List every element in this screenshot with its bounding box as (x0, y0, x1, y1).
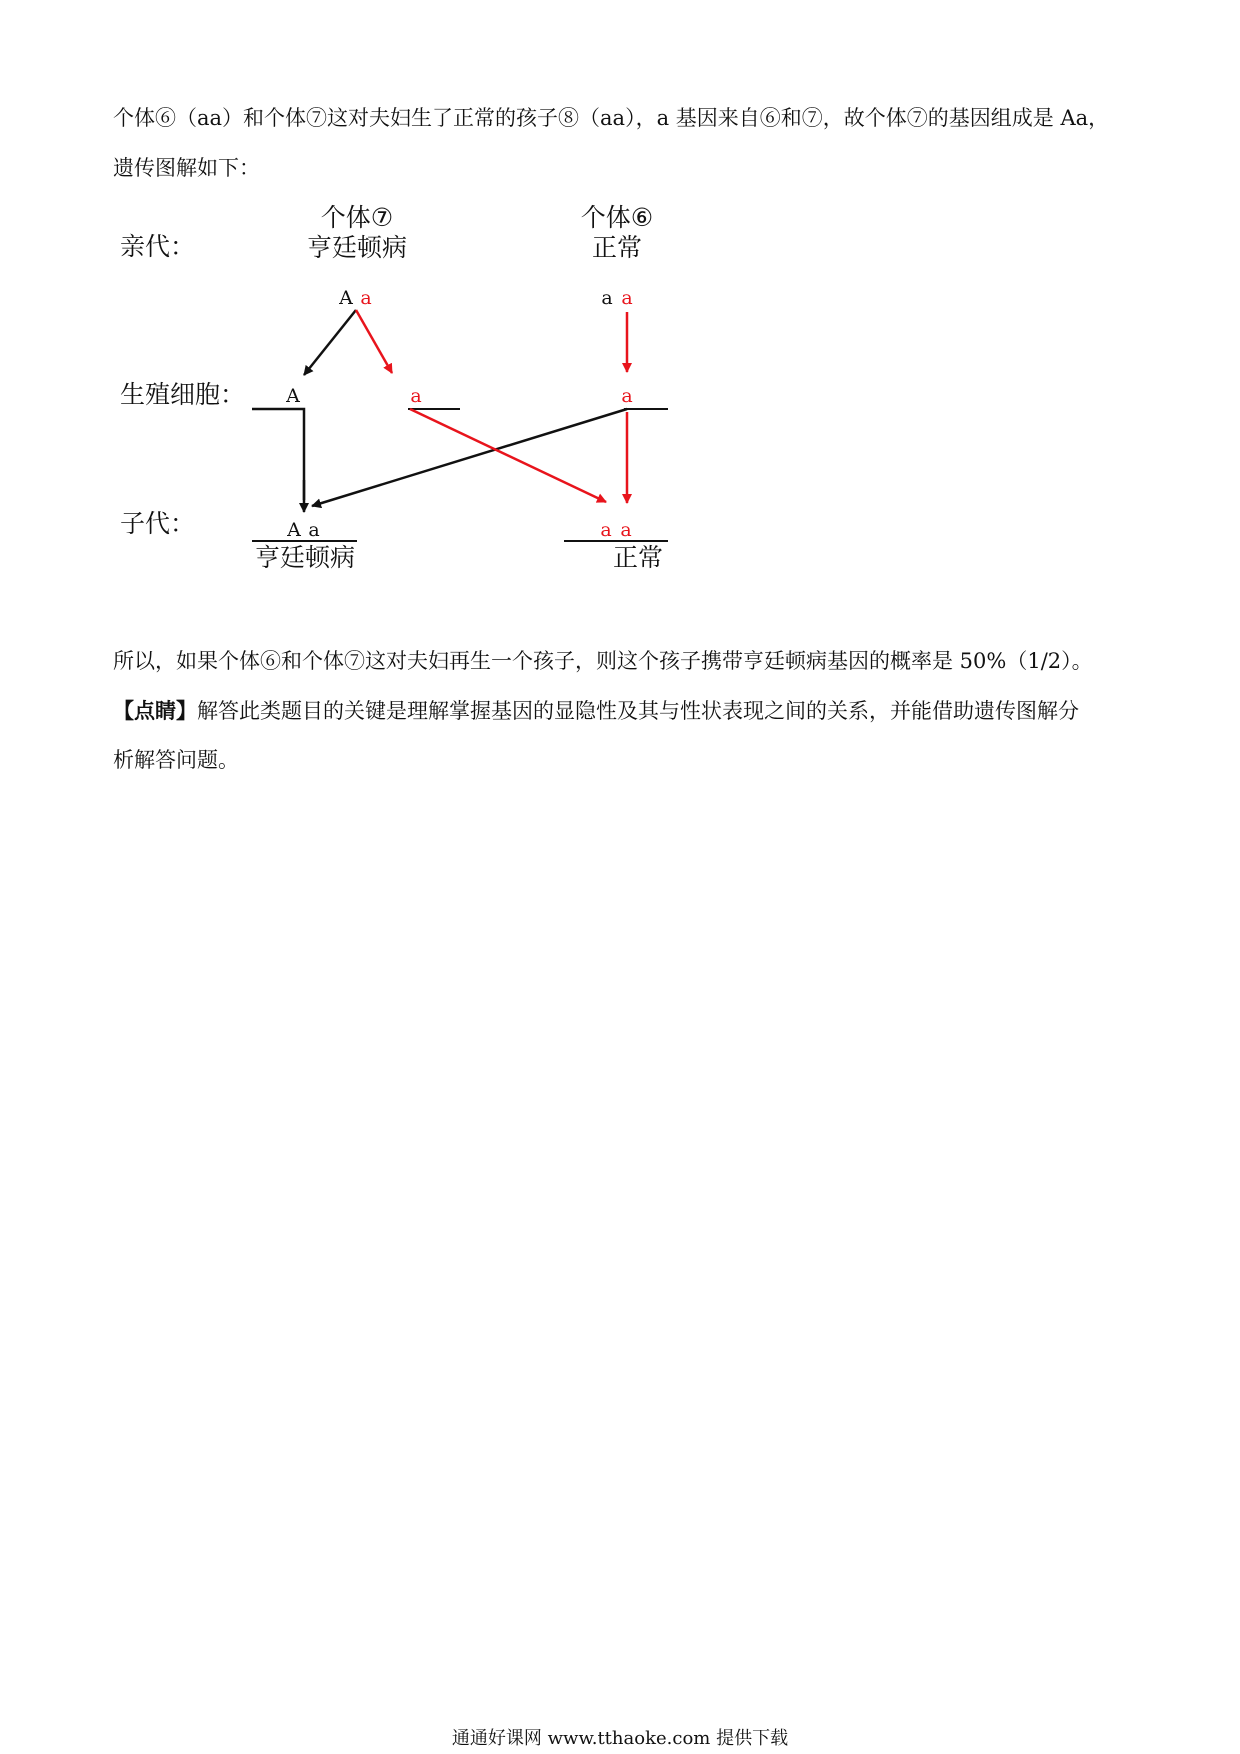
child2-gene-a1: a (600, 519, 612, 541)
parent7-gene-a: a (360, 287, 372, 309)
arrow-p7-to-gamete-A (304, 310, 356, 375)
text-line-1: 个体⑥（aa）和个体⑦这对夫妇生了正常的孩子⑧（aa），a 基因来自⑥和⑦，故个体⑦的基因组成是 Aa， (113, 106, 1110, 130)
text-line-2: 遗传图解如下： (113, 156, 260, 180)
text-line-3: 所以，如果个体⑥和个体⑦这对夫妇再生一个孩子，则这个孩子携带亨廷顿病基因的概率是 50%（1/2）。 (113, 649, 1093, 673)
parent7-gene-A: A (339, 287, 353, 309)
text-line-5: 析解答问题。 (113, 748, 239, 772)
text-line-4 (113, 697, 1133, 725)
gamete-A: A (286, 385, 300, 407)
parent6-trait: 正常 (591, 233, 643, 262)
parent7-name: 个体⑦ (320, 203, 394, 232)
child2-trait: 正常 (612, 543, 664, 572)
page-footer: 通通好课网 www.tthaoke.com 提供下载 (451, 1728, 789, 1749)
arrow-a7-to-child2 (410, 409, 606, 502)
row-label-offspring: 子代： (120, 509, 196, 538)
parent6-gene-a2: a (621, 287, 633, 309)
row-label-parent: 亲代： (120, 232, 196, 261)
tip-label: 【点睛】 (113, 698, 197, 723)
gamete-a-from-p6: a (621, 385, 633, 407)
arrow-p7-to-gamete-a (356, 310, 392, 373)
arrow-a6-to-child1 (312, 409, 627, 506)
parent7-trait: 亨廷顿病 (306, 233, 408, 262)
child1-trait: 亨廷顿病 (254, 543, 356, 572)
child1-gene-A: A (287, 519, 301, 541)
row-label-gamete: 生殖细胞： (120, 380, 246, 409)
gamete-a-from-p7: a (410, 385, 422, 407)
child2-gene-a2: a (620, 519, 632, 541)
parent6-name: 个体⑥ (580, 203, 654, 232)
tip-text: 解答此类题目的关键是理解掌握基因的显隐性及其与性状表现之间的关系，并能借助遗传图解分 (197, 699, 1079, 723)
gamete-A-line (252, 409, 304, 500)
child1-gene-a: a (308, 519, 320, 541)
parent6-gene-a1: a (601, 287, 613, 309)
